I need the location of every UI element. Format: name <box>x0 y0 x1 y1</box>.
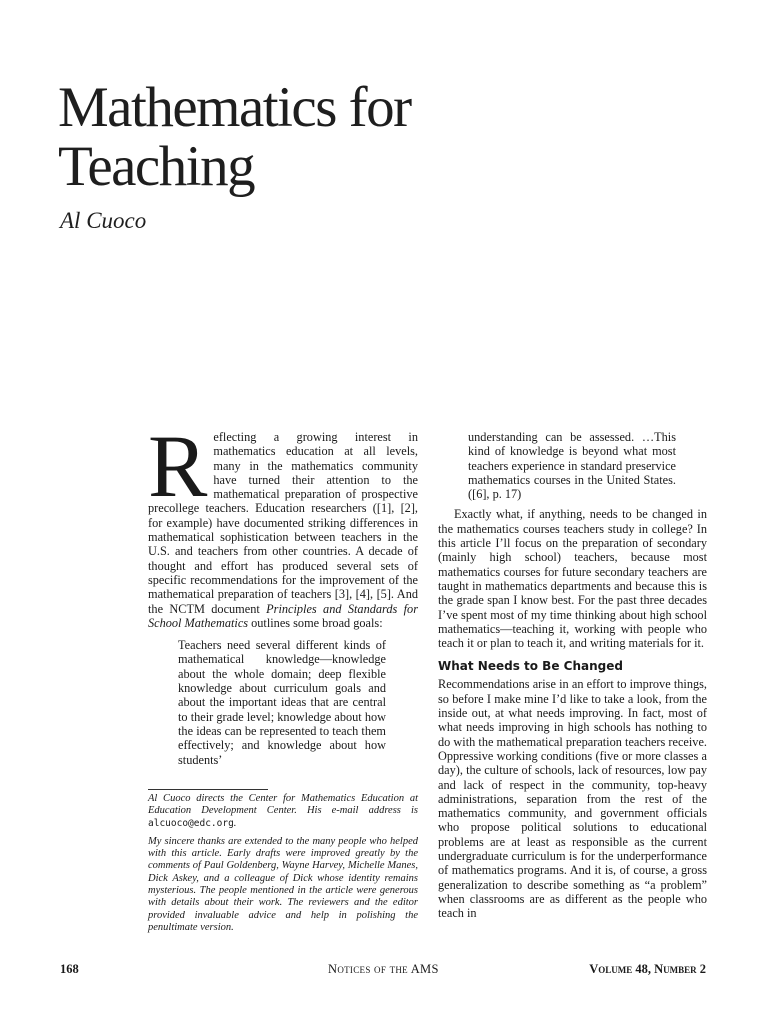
footnote <box>148 793 418 940</box>
title-line-1: Mathematics for <box>58 76 411 139</box>
volume-number: Volume 48, Number 2 <box>589 962 706 976</box>
title-line-2: Teaching <box>58 135 255 198</box>
section-heading: What Needs to Be Changed <box>438 659 623 674</box>
nctm-document-title: Principles and Standards for School Mathematics <box>148 601 418 630</box>
footnote-rule <box>148 789 268 790</box>
author-affiliation <box>148 793 418 830</box>
author-name: Al Cuoco <box>60 208 147 233</box>
intro-text-end: outlines some broad goals: <box>248 615 383 630</box>
body-paragraph-1: Exactly what, if anything, needs to be changed in the mathematics courses teachers study in college? In this article I’ll focus on the preparation of secondary (mainly high school) teachers, because most mathematics courses for future secondary teachers are taught in mathematics departments and because this is the grade span I know best. For the past three decades I’ve spent most of my time thinking about high school mathematics—teaching it, working with people who teach it or plan to teach it, and writing materials for it. <box>438 507 707 651</box>
journal-name: Notices of the AMS <box>328 962 439 976</box>
intro-paragraph <box>148 418 418 630</box>
affiliation-end: . <box>233 817 237 829</box>
intro-text: eflecting a growing interest in mathematics education at all levels, many in the mathematics community have turned their attention to the mathematical preparation of prospective precollege teachers. Education researchers ([1], [2], for example) have documented striking differences in mathematical sophistication between teachers in the U.S. and teachers from other countries. A decade of thought and effort has produced several sets of specific recommendations for the improvement of the mathematical preparation of teachers [3], [4], [5]. And the NCTM document <box>148 430 418 616</box>
left-column <box>148 418 418 767</box>
right-column <box>438 430 707 921</box>
block-quote-continued: understanding can be assessed. …This kind of knowledge is beyond what most teachers experience in standard preservice mathematics courses in the United States. ([6], p. 17) <box>468 430 676 502</box>
body-paragraph-2: Recommendations arise in an effort to improve things, so before I make mine I’d like to take a look, from the inside out, at what needs improving. In fact, most of what needs improving in high schools has nothing to do with the mathematical preparation teachers receive. Oppressive working conditions (five or more classes a day), the culture of schools, lack of resources, low pay and lack of respect in the community, top-heavy administrations, separation from the rest of the mathematics community, and government officials who propose political solutions to educational problems are at least as responsible as the current undergraduate curriculum is for the underperformance of mathematics programs. And it is, of course, a gross generalization to describe something as “a problem” when classrooms are as different as the people who teach in <box>438 677 707 921</box>
affiliation-text: Al Cuoco directs the Center for Mathematics Education at Education Development Center. His e-mail address is <box>148 793 418 817</box>
article-title <box>58 78 411 196</box>
acknowledgements: My sincere thanks are extended to the many people who helped with this article. Early drafts were improved greatly by the comments of Paul Goldenberg, Wayne Harvey, Michelle Manes, Dick Askey, and a colleague of Dick whose identity remains mysterious. The people mentioned in the article were generous with details about their work. The reviewers and the editor provided invaluable advice and help in polishing the penultimate version. <box>148 835 418 933</box>
drop-cap: R <box>148 418 208 516</box>
page-number: 168 <box>60 962 79 976</box>
block-quote: Teachers need several different kinds of mathematical knowledge—knowledge about the whole domain; deep flexible knowledge about curriculum goals and about the important ideas that are central to their grade level; knowledge about how the ideas can be represented to teach them effectively; and knowledge about how students’ <box>178 638 386 767</box>
author-email[interactable]: alcuoco@edc.org <box>148 817 234 829</box>
